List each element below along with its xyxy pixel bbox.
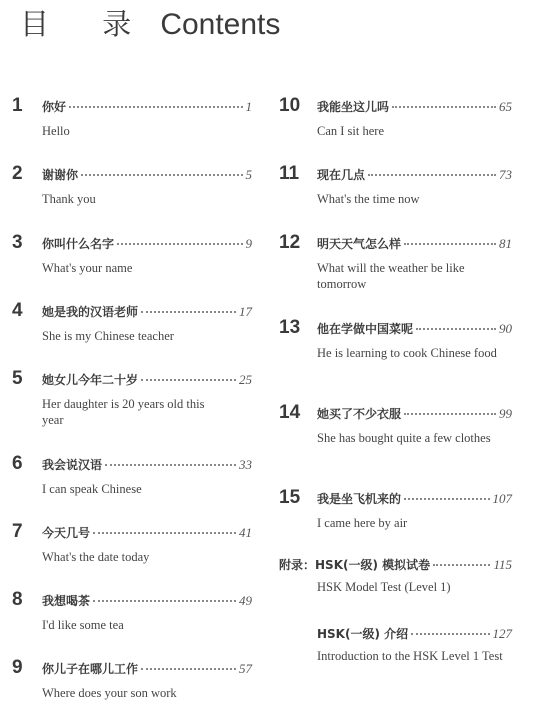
lesson-title-zh: 她是我的汉语老师	[42, 305, 139, 319]
toc-entry-14[interactable]	[279, 402, 512, 446]
toc-entry-1[interactable]	[12, 95, 252, 139]
lesson-title-en: Thank you	[42, 192, 96, 206]
lesson-number: 11	[279, 163, 300, 184]
lesson-title-en: What's your name	[42, 261, 133, 275]
lesson-title-zh: 她买了不少衣服	[317, 407, 402, 421]
lesson-title-en: He is learning to cook Chinese food	[317, 346, 497, 360]
lesson-title-en: Her daughter is 20 years old this year	[42, 397, 205, 427]
dot-leader	[81, 174, 242, 176]
dot-leader	[141, 311, 236, 313]
dot-leader	[411, 633, 489, 635]
toc-entry-10[interactable]	[279, 95, 512, 139]
lesson-number: 2	[12, 163, 23, 184]
lesson-title-zh: 你叫什么名字	[42, 237, 115, 251]
dot-leader	[93, 600, 236, 602]
lesson-title-zh: 我是坐飞机来的	[317, 492, 402, 506]
lesson-number: 15	[279, 487, 301, 508]
lesson-title-zh: 明天天气怎么样	[317, 237, 402, 251]
page-number: 5	[245, 167, 252, 182]
toc-entry-3[interactable]	[12, 232, 252, 276]
dot-leader	[368, 174, 496, 176]
toc-appendix-introduction[interactable]	[317, 625, 512, 664]
page-number: 25	[239, 372, 252, 387]
lesson-title-en: What's the date today	[42, 550, 150, 564]
lesson-title-en: Can I sit here	[317, 124, 384, 138]
page-number: 73	[499, 167, 512, 182]
appendix-title-en: Introduction to the HSK Level 1 Test	[317, 649, 503, 663]
lesson-number: 7	[12, 521, 23, 542]
lesson-number: 3	[12, 232, 23, 253]
lesson-number: 12	[279, 232, 301, 253]
toc-entry-12[interactable]	[279, 232, 512, 292]
page-number: 9	[245, 236, 252, 251]
title-english: Contents	[160, 8, 281, 41]
lesson-title-en: Where does your son work	[42, 686, 177, 700]
page-number: 17	[239, 304, 252, 319]
lesson-number: 10	[279, 95, 301, 116]
toc-appendix-model-test[interactable]	[279, 556, 512, 595]
lesson-title-zh: 现在几点	[317, 168, 366, 182]
page-number: 41	[239, 525, 252, 540]
page-title	[20, 2, 280, 43]
lesson-title-en: I'd like some tea	[42, 618, 124, 632]
page-number: 99	[499, 406, 512, 421]
toc-entry-6[interactable]	[12, 453, 252, 497]
dot-leader	[404, 498, 489, 500]
lesson-title-zh: 你儿子在哪儿工作	[42, 662, 139, 676]
lesson-title-zh: 我能坐这儿吗	[317, 100, 390, 114]
lesson-title-zh: 我会说汉语	[42, 458, 103, 472]
toc-entry-9[interactable]	[12, 657, 252, 701]
dot-leader	[404, 243, 496, 245]
lesson-number: 5	[12, 368, 23, 389]
toc-entry-4[interactable]	[12, 300, 252, 344]
lesson-number: 6	[12, 453, 23, 474]
page-number: 57	[239, 661, 252, 676]
toc-entry-15[interactable]	[279, 487, 512, 531]
dot-leader	[416, 328, 496, 330]
toc-entry-11[interactable]	[279, 163, 512, 207]
page-number: 115	[493, 557, 512, 572]
title-chinese: 目 录	[20, 7, 154, 41]
page-number: 81	[499, 236, 512, 251]
page-number: 1	[245, 99, 252, 114]
lesson-title-zh: 我想喝茶	[42, 594, 91, 608]
lesson-title-en: She has bought quite a few clothes	[317, 431, 491, 445]
lesson-title-en: I can speak Chinese	[42, 482, 142, 496]
lesson-title-zh: 你好	[42, 100, 67, 114]
lesson-title-en: What will the weather be like tomorrow	[317, 261, 465, 291]
appendix-title-zh: HSK(一级) 介绍	[317, 627, 409, 641]
dot-leader	[105, 464, 236, 466]
toc-entry-8[interactable]	[12, 589, 252, 633]
lesson-title-zh: 她女儿今年二十岁	[42, 373, 139, 387]
dot-leader	[141, 379, 236, 381]
lesson-number: 8	[12, 589, 23, 610]
dot-leader	[433, 564, 490, 566]
dot-leader	[404, 413, 496, 415]
lesson-number: 1	[12, 95, 23, 116]
page-number: 49	[239, 593, 252, 608]
lesson-number: 14	[279, 402, 301, 423]
appendix-title-en: HSK Model Test (Level 1)	[317, 580, 451, 594]
toc-entry-2[interactable]	[12, 163, 252, 207]
lesson-title-zh: 今天几号	[42, 526, 91, 540]
lesson-number: 4	[12, 300, 23, 321]
page-number: 107	[492, 491, 512, 506]
dot-leader	[69, 106, 242, 108]
lesson-title-en: I came here by air	[317, 516, 408, 530]
lesson-number: 13	[279, 317, 301, 338]
dot-leader	[392, 106, 496, 108]
page-number: 90	[499, 321, 512, 336]
dot-leader	[141, 668, 236, 670]
lesson-title-zh: 他在学做中国菜呢	[317, 322, 414, 336]
lesson-title-en: Hello	[42, 124, 70, 138]
page-number: 127	[492, 626, 512, 641]
page-number: 33	[239, 457, 252, 472]
lesson-title-en: She is my Chinese teacher	[42, 329, 174, 343]
toc-entry-13[interactable]	[279, 317, 512, 361]
appendix-label: 附录：	[279, 558, 316, 572]
lesson-number: 9	[12, 657, 23, 678]
lesson-title-en: What's the time now	[317, 192, 420, 206]
toc-entry-7[interactable]	[12, 521, 252, 565]
page-number: 65	[499, 99, 512, 114]
appendix-title-zh: HSK(一级) 模拟试卷	[315, 558, 431, 572]
dot-leader	[117, 243, 242, 245]
dot-leader	[93, 532, 236, 534]
toc-entry-5[interactable]	[12, 368, 252, 428]
lesson-title-zh: 谢谢你	[42, 168, 79, 182]
